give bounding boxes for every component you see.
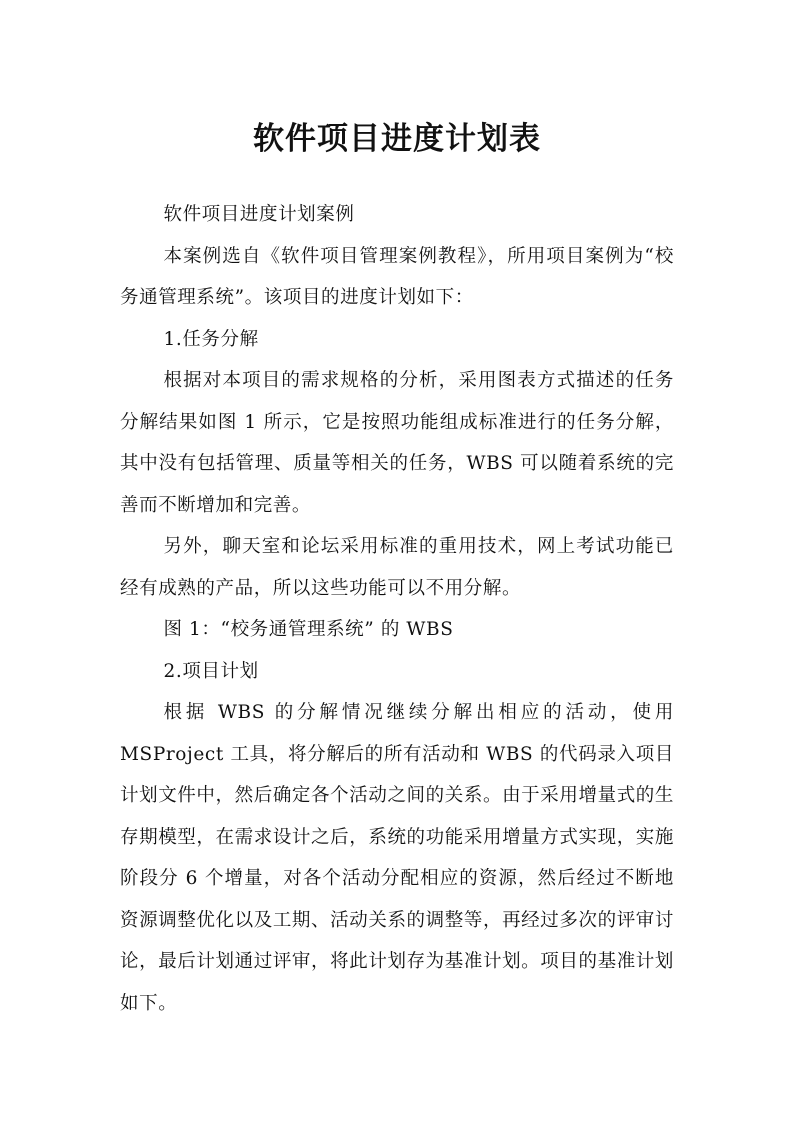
section-heading-task-breakdown: 1.任务分解 [163, 328, 259, 350]
section-heading-project-plan: 2.项目计划 [163, 660, 259, 682]
document-body [120, 194, 674, 1024]
figure-caption: 图 1：“校务通管理系统” 的 WBS [163, 619, 454, 640]
intro-paragraph: 本案例选自《软件项目管理案例教程》，所用项目案例为“校务通管理系统”。该项目的进度计划如下： [120, 245, 674, 308]
document-title: 软件项目进度计划表 [253, 120, 541, 157]
task-breakdown-paragraph: 根据对本项目的需求规格的分析，采用图表方式描述的任务分解结果如图 1 所示，它是按照功能组成标准进行的任务分解，其中没有包括管理、质量等相关的任务，WBS 可以随着系统的完善而不断增加和完善。 [120, 370, 674, 516]
reuse-paragraph: 另外，聊天室和论坛采用标准的重用技术，网上考试功能已经有成熟的产品，所以这些功能可以不用分解。 [120, 536, 674, 599]
project-plan-paragraph: 根据 WBS 的分解情况继续分解出相应的活动，使用 MSProject 工具，将分解后的所有活动和 WBS 的代码录入项目计划文件中，然后确定各个活动之间的关系。由于采用增量式的生存期模型，在需求设计之后，系统的功能采用增量方式实现，实施阶段分 6 个增量，对各个活动分配相应的资源，然后经过不断地资源调整优化以及工期、活动关系的调整等，再经过多次的评审讨论，最后计划通过评审，将此计划存为基准计划。项目的基准计划如下。 [120, 702, 674, 1014]
case-subtitle: 软件项目进度计划案例 [163, 204, 355, 225]
